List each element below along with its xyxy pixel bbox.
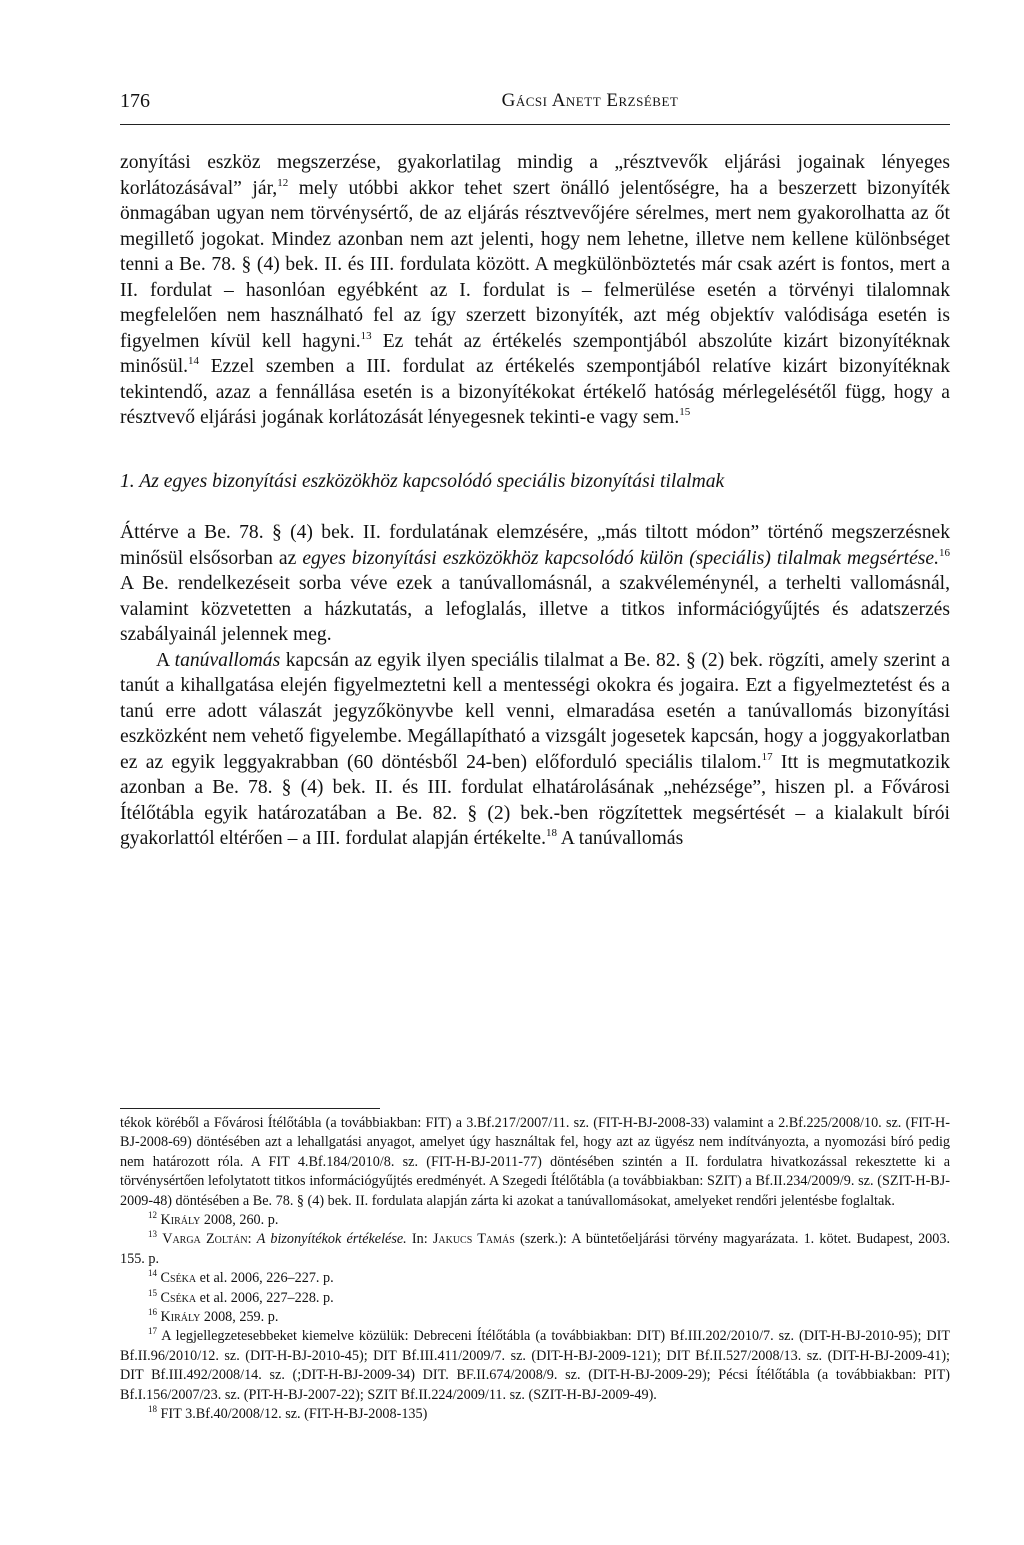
header-rule bbox=[120, 124, 950, 125]
footnote-text: (szerk.): A büntetőeljárási törvény magyarázata. 1. kötet. Budapest, 2003. 155. p. bbox=[120, 1231, 950, 1267]
footnote-number: 15 bbox=[148, 1287, 157, 1298]
footnote-17 bbox=[120, 1327, 950, 1405]
footnote-author: Király bbox=[160, 1212, 201, 1229]
footnote-text: A legjellegzetesebbeket kiemelve közülük: Debreceni Ítélőtábla (a továbbiakban: DIT) Bf.III.202/2010/7. sz. (DIT-H-BJ-2010-95); DIT Bf.II.96/2010/12. sz. (DIT-H-BJ-2010-45); DIT Bf.III.411/2009/7. sz. (DIT-H-BJ-2009-121); DIT Bf.II.527/2008/13. sz. (DIT-H-BJ-2009-41); DIT Bf.III.492/2008/14. sz. (;DIT-H-BJ-2009-34) DIT. BF.II.674/2008/9. sz. (DIT-H-BJ-2009-29); Pécsi Ítélőtábla (a továbbiakban: PIT) Bf.I.156/2007/23. sz. (PIT-H-BJ-2007-22); SZIT Bf.II.224/2009/11. sz. (SZIT-H-BJ-2009-49). bbox=[120, 1328, 950, 1403]
footnote-ref-12: 12 bbox=[277, 176, 289, 189]
footnote-text: 2008, 260. p. bbox=[200, 1212, 279, 1229]
text-run: mely utóbbi akkor tehet szert önálló jelentőségre, ha a beszerzett bizonyíték önmagában ugyan nem törvénysértő, de az eljárás résztvevőjére sérelmes, mert nem gyakorolhatta az őt megillető jogokat. Mindez azonban nem azt jelenti, hogy nem lehetne, illetve nem kellene különbséget tenni a Be. 78. § (4) bek. II. és III. fordulata között. A megkülönböztetés már csak azért is fontos, mert a II. fordulat – hasonlóan egyébként az I. fordulat is – felmerülése esetén a törvényi tilalomnak megfelelően nem használható fel az így szerzett bizonyíték, azt még objektív valódisága esetén is figyelmen kívül kell hagyni. bbox=[120, 177, 950, 352]
footnote-ref-14: 14 bbox=[188, 355, 200, 367]
footnote-ref-16: 16 bbox=[938, 546, 950, 559]
emphasis: tanúvallomás bbox=[174, 649, 281, 671]
footnote-separator bbox=[120, 1108, 380, 1109]
footnote-number: 13 bbox=[148, 1229, 157, 1240]
footnote-editor: Jakucs Tamás bbox=[432, 1231, 515, 1248]
footnote-15 bbox=[120, 1289, 950, 1308]
footnote-12 bbox=[120, 1211, 950, 1230]
footnote-text: et al. 2006, 227–228. p. bbox=[196, 1289, 334, 1306]
footnote-ref-13: 13 bbox=[360, 329, 372, 342]
page-number: 176 bbox=[120, 90, 150, 112]
text-run: kapcsán az egyik ilyen speciális tilalmat a Be. 82. § (2) bek. rögzíti, amely szerint a tanút a kihallgatása elején figyelmeztetni kell a mentességi okokra és jogaira. Ezt a figyelmeztetést és a tanú erre adott válaszát jegyzőkönyvbe kell venni, elmaradása esetén a tanúvallomás bizonyítási eszközként nem vehető figyelembe. Megállapítható a vizsgált jogesetek kapcsán, hogy a joggyakorlatban ez az egyik leggyakrabban (60 döntésből 24-ben) előforduló speciális tilalom. bbox=[120, 649, 951, 773]
footnote-number: 18 bbox=[148, 1404, 157, 1415]
footnote-text: In: bbox=[406, 1231, 433, 1248]
footnote-text: FIT 3.Bf.40/2008/12. sz. (FIT-H-BJ-2008-135) bbox=[157, 1406, 428, 1423]
main-text bbox=[120, 150, 950, 852]
text-run: A bbox=[156, 649, 175, 671]
footnote-author: Király bbox=[160, 1309, 201, 1326]
text-run: zonyítási eszköz megszerzése, gyakorlatilag mindig a „résztvevők eljárási jogainak lényeges korlátozásával” jár, bbox=[120, 152, 950, 199]
footnote-continuation: tékok köréből a Fővárosi Ítélőtábla (a továbbiakban: FIT) a 3.Bf.217/2007/11. sz. (FIT-H-BJ-2008-33) valamint a 2.Bf.225/2008/10. sz. (FIT-H-BJ-2008-69) döntésében azt a lehallgatási anyagot, amelyet úgy használtak fel, hogy azt az ügyész nem indítványozta, a nyomozási bíró pedig nem határozott róla. A FIT 4.Bf.184/2010/8. sz. (FIT-H-BJ-2011-77) döntésében szintén a II. fordulatra hivatkozással rekesztette ki a törvénysértően lefolytatott titkos információgyűjtés eredményét. A Szegedi Ítélőtábla (a továbbiakban: SZIT) a Bf.II.234/2009/9. sz. (SZIT-H-BJ-2009-48) döntésében a Be. 78. § (4) bek. II. fordulata alapján zárta ki azokat a tanúvallomásokat, amelyeket rendőri jelentésbe foglaltak. bbox=[120, 1115, 950, 1209]
footnote-18 bbox=[120, 1405, 950, 1424]
text-run: A tanúvallomás bbox=[556, 828, 684, 849]
footnote-author: Varga Zoltán bbox=[162, 1231, 248, 1248]
footnote-13 bbox=[120, 1230, 950, 1269]
footnote-title: A bizonyítékok értékelése. bbox=[256, 1231, 407, 1248]
footnote-author: Cséka bbox=[160, 1270, 197, 1287]
footnote-number: 17 bbox=[148, 1326, 157, 1337]
paragraph-2 bbox=[120, 520, 950, 648]
paragraph-3 bbox=[120, 648, 950, 852]
footnote-author: Cséka bbox=[160, 1289, 197, 1306]
text-run: Ez tehát az értékelés szempontjából abszolúte kizárt bizonyítéknak minősül. bbox=[120, 330, 950, 377]
footnote-number: 16 bbox=[148, 1307, 157, 1318]
footnote-16 bbox=[120, 1308, 950, 1327]
footnote-number: 12 bbox=[148, 1210, 157, 1221]
footnote-text: 2008, 259. p. bbox=[200, 1309, 279, 1326]
text-run: Itt is megmutatkozik azonban a Be. 78. § (4) bek. II. és III. fordulat elhatárolásának „nehézsége”, hiszen pl. a Fővárosi Ítélőtábla egyik határozatában a Be. 82. § (2) bek.-ben rögzítettek megsértését – a kialakult bírói gyakorlattól eltérően – a III. fordulat alapján értékelte. bbox=[120, 751, 950, 849]
footnote-14 bbox=[120, 1269, 950, 1288]
page-header bbox=[120, 86, 950, 126]
footnote-ref-17: 17 bbox=[761, 750, 773, 763]
emphasis: egyes bizonyítási eszközökhöz kapcsolódó külön (speciális) tilalmak megsértése. bbox=[302, 547, 939, 569]
footnote-ref-15: 15 bbox=[679, 406, 691, 418]
running-head: Gácsi Anett Erzsébet bbox=[501, 90, 679, 111]
footnote-text: : bbox=[247, 1231, 257, 1248]
text-run: Áttérve a Be. 78. § (4) bek. II. fordulatának elemzésére, „más tiltott módon” történő megszerzésnek minősül elsősorban az bbox=[120, 522, 950, 569]
footnotes bbox=[120, 1114, 950, 1425]
footnote-text: et al. 2006, 226–227. p. bbox=[196, 1270, 334, 1287]
footnote-ref-18: 18 bbox=[545, 827, 557, 839]
text-run: Ezzel szemben a III. fordulat az értékelés szempontjából relatíve kizárt bizonyítéknak tekintendő, azaz a fennállása esetén is a bizonyítékokat értékelő hatóság mérlegelésétől függ, hogy a résztvevő eljárási jogának korlátozását lényegesnek tekinti-e vagy sem. bbox=[120, 356, 950, 428]
text-run: A Be. rendelkezéseit sorba véve ezek a tanúvallomásnál, a szakvéleménynél, a terhelti vallomásnál, valamint közvetetten a házkutatás, a lefoglalás, illetve a titkos információgyűjtés és adatszerzés szabályainál jelennek meg. bbox=[120, 573, 950, 645]
footnote-number: 14 bbox=[148, 1268, 157, 1279]
paragraph-1 bbox=[120, 150, 950, 431]
section-heading: 1. Az egyes bizonyítási eszközökhöz kapcsolódó speciális bizonyítási tilalmak bbox=[120, 470, 725, 492]
